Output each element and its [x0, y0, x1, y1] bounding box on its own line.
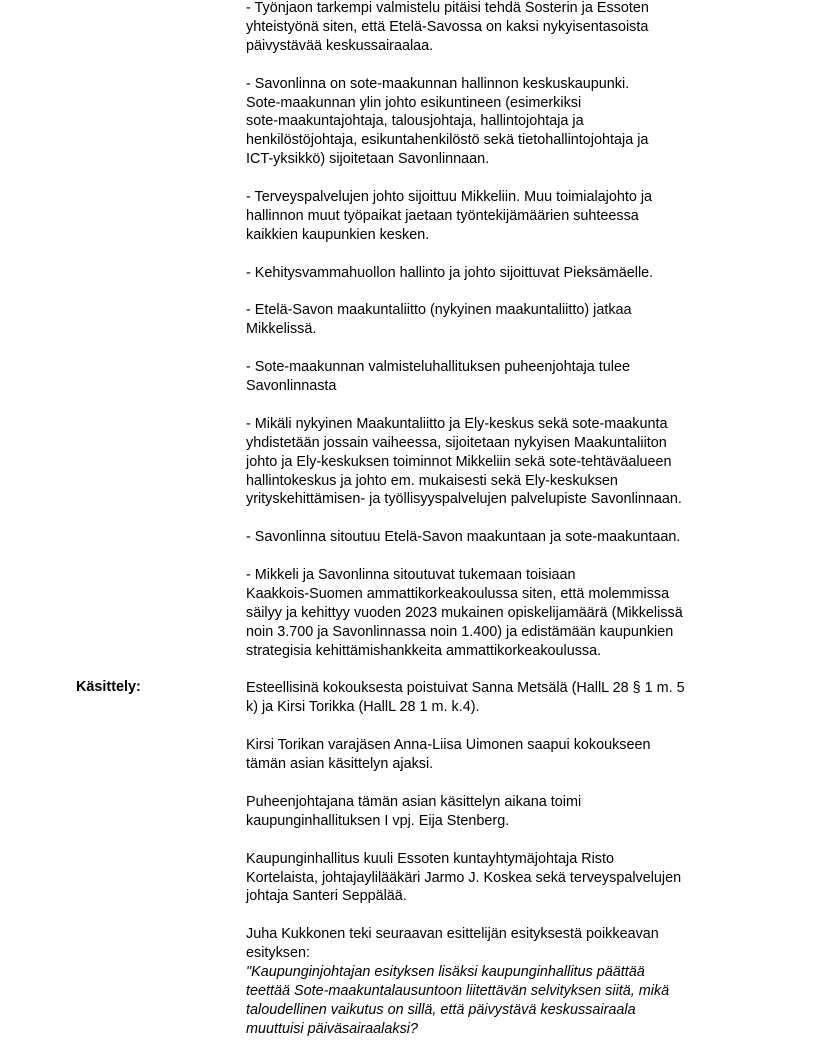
handling-paragraph: Kaupunginhallitus kuuli Essoten kuntayhtymäjohtaja Risto Kortelaista, johtajaylilääkäri Jarmo J. Koskea sekä terveyspalvelujen johtaja Santeri Seppälää. — [246, 850, 682, 905]
document-body — [246, 0, 756, 1039]
list-item: - Terveyspalvelujen johto sijoittuu Mikkeliin. Muu toimialajohto ja hallinnon muut työpaikat jaetaan työntekijämäärien suhteessa kaikkien kaupunkien kesken. — [246, 189, 653, 243]
list-item: - Mikkeli ja Savonlinna sitoutuvat tukemaan toisiaan Kaakkois-Suomen ammattikorkeakoulussa siten, että molemmissa säilyy ja kehittyy vuoden 2023 mukainen opiskelijamäärä (Mikkelissä noin 3.700 ja Savonlinnassa noin 1.400) ja edistämään kaupunkien strategisia kehittämishankkeita ammattikorkeakoulussa. — [246, 567, 683, 659]
list-item: - Savonlinna on sote-maakunnan hallinnon keskuskaupunki. Sote-maakunnan ylin johto esikuntineen (esimerkiksi sote-maakuntajohtaja, talousjohtaja, hallintojohtaja ja henkilöstöjohtaja, esikuntahenkilöstö sekä tietohallintojohtaja ja ICT-yksikkö) sijoitetaan Savonlinnaan. — [246, 75, 649, 168]
list-item: - Kehitysvammahuollon hallinto ja johto sijoittuvat Pieksämäelle. — [246, 264, 654, 281]
list-item: - Työnjaon tarkempi valmistelu pitäisi tehdä Sosterin ja Essoten yhteistyönä siten, että Etelä-Savossa on kaksi nykyisentasoista päivystävää keskussairaalaa. — [246, 0, 649, 54]
handling-paragraph: Juha Kukkonen teki seuraavan esittelijän esityksestä poikkeavan esityksen: — [246, 926, 659, 962]
list-item: - Mikäli nykyinen Maakuntaliitto ja Ely-keskus sekä sote-maakunta yhdistetään jossain vaiheessa, sijoitetaan nykyisen Maakuntaliiton johto ja Ely-keskuksen toiminnot Mikkeliin sekä sote-tehtäväalueen hallintokeskus ja johto em. mukaisesti sekä Ely-keskuksen yrityskehittämisen- ja työllisyyspalvelujen palvelupiste Savonlinnaan. — [246, 415, 682, 508]
list-item: - Savonlinna sitoutuu Etelä-Savon maakuntaan ja sote-maakuntaan. — [246, 529, 681, 546]
handling-paragraph: Kirsi Torikan varajäsen Anna-Liisa Uimonen saapui kokoukseen tämän asian käsittelyn ajaksi. — [246, 737, 651, 773]
list-item: - Sote-maakunnan valmisteluhallituksen puheenjohtaja tulee Savonlinnasta — [246, 359, 630, 395]
handling-paragraph: Puheenjohtajana tämän asian käsittelyn aikana toimi kaupunginhallituksen I vpj. Eija Stenberg. — [246, 793, 582, 829]
proposal-quote: "Kaupunginjohtajan esityksen lisäksi kaupunginhallitus päättää teettää Sote-maakuntalausuntoon liitettävän selvityksen siitä, mikä taloudellinen vaikutus on sillä, että päivystävä keskussairaala muuttuisi päiväsairaalaksi? — [246, 964, 670, 1037]
list-item: - Etelä-Savon maakuntaliitto (nykyinen maakuntaliitto) jatkaa Mikkelissä. — [246, 302, 632, 338]
handling-paragraph: Esteellisinä kokouksesta poistuivat Sanna Metsälä (HallL 28 § 1 m. 5 k) ja Kirsi Torikka (HallL 28 1 m. k.4). — [246, 680, 685, 716]
handling-label: Käsittely: — [76, 679, 141, 695]
